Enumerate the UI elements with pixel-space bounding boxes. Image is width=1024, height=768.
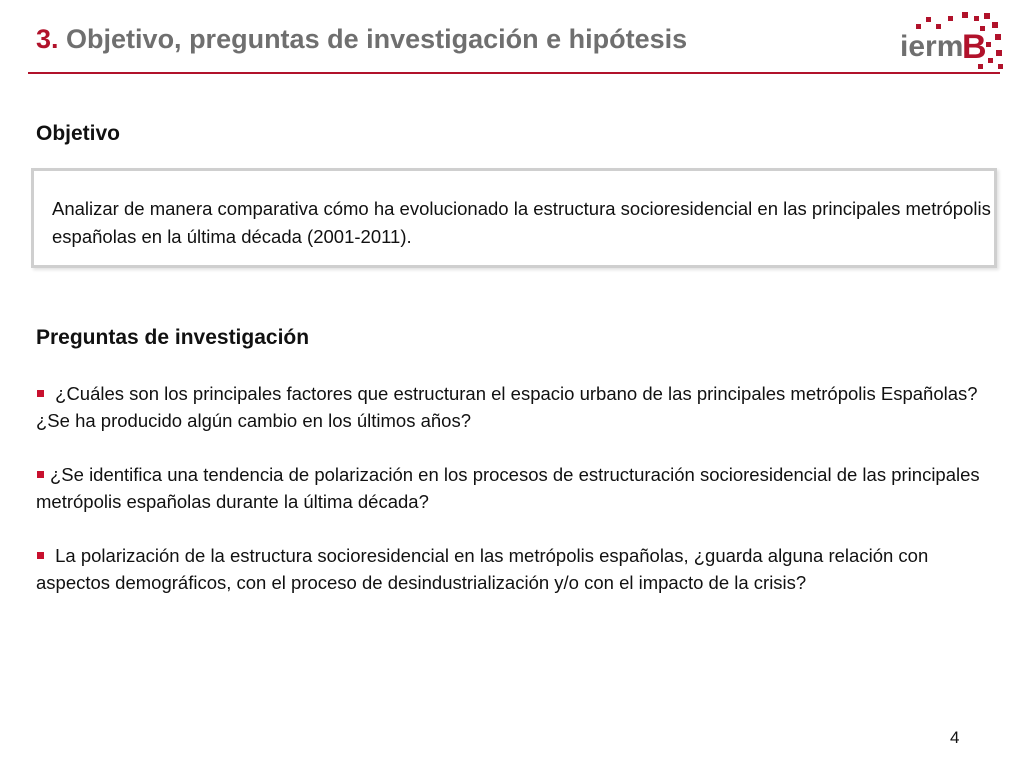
questions-list [36, 380, 986, 623]
question-text: La polarización de la estructura socioresidencial en las metrópolis españolas, ¿guarda alguna relación con aspectos demográficos, con el proceso de desindustrialización y/o con el impacto de la crisis? [36, 545, 929, 593]
square-bullet-icon [37, 552, 44, 559]
question-text: ¿Se identifica una tendencia de polarización en los procesos de estructuración socioresidencial de las principales metrópolis españolas durante la última década? [36, 464, 980, 512]
list-item [36, 380, 986, 434]
iermb-logo-icon [894, 10, 1006, 70]
question-text: ¿Cuáles son los principales factores que estructuran el espacio urbano de las principales metrópolis Españolas? ¿Se ha producido algún cambio en los últimos años? [36, 383, 978, 431]
logo-text: ierm [900, 30, 964, 63]
square-bullet-icon [37, 390, 44, 397]
page-number: 4 [950, 728, 960, 747]
slide-title [36, 24, 687, 55]
objective-heading: Objetivo [36, 122, 121, 145]
objective-text: Analizar de manera comparativa cómo ha evolucionado la estructura socioresidencial en las principales metrópolis españolas en la última década (2001-2011). [52, 198, 991, 247]
title-divider [28, 72, 1000, 74]
slide-title-number: 3. [36, 24, 59, 54]
slide-title-text: Objetivo, preguntas de investigación e hipótesis [66, 24, 688, 54]
logo-letter: B [962, 28, 987, 66]
questions-heading: Preguntas de investigación [36, 326, 310, 349]
objective-box [31, 168, 997, 268]
list-item [36, 542, 986, 596]
square-bullet-icon [37, 471, 44, 478]
list-item [36, 461, 986, 515]
